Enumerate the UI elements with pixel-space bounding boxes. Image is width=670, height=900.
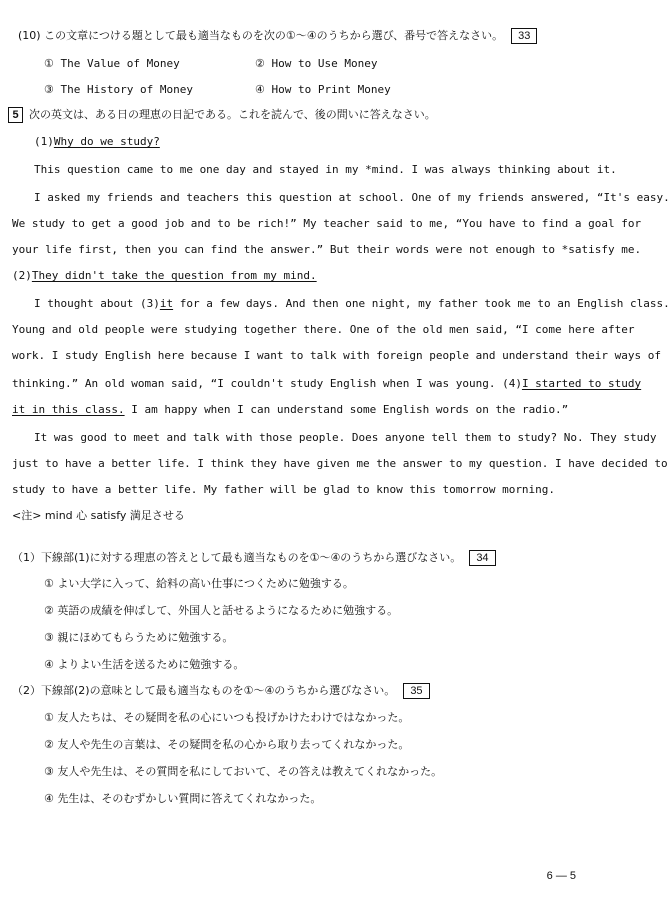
passage-line-13: just to have a better life. I think they have given me the answer to my question. I have decided to [12,457,668,470]
q2-option-4: ④ 先生は、そのむずかしい質問に答えてくれなかった。 [44,792,322,805]
q2-prompt-line [12,683,430,699]
passage-line-12: It was good to meet and talk with those people. Does anyone tell them to study? No. They study [34,431,657,444]
underlined-phrase-2: They didn't take the question from my mind. [31,269,317,282]
underline-label-2: (2) [12,269,32,282]
q2-option-2: ② 友人や先生の言葉は、その疑問を私の心から取り去ってくれなかった。 [44,738,410,751]
section-number-box: 5 [8,107,23,123]
q2-option-1: ① 友人たちは、その疑問を私の心にいつも投げかけたわけではなかった。 [44,711,410,724]
q10-prompt-line [18,28,537,44]
q10-option-4: ④ How to Print Money [255,83,391,96]
q1-prompt-line [12,550,496,566]
passage-line-6 [12,268,317,284]
q1-option-1: ① よい大学に入って、給料の高い仕事につくために勉強する。 [44,577,354,590]
q10-answer-box: 33 [511,28,537,44]
q2-answer-box: 35 [403,683,429,699]
section5-header [8,107,436,123]
passage-line-1 [34,134,160,150]
underlined-phrase-4a: I started to study [521,377,642,390]
passage-line-9: work. I study English here because I want to talk with foreign people and understand their ways of [12,349,662,362]
q1-option-3: ③ 親にほめてもらうために勉強する。 [44,631,234,644]
underlined-phrase-3: it [159,297,174,310]
passage-line-7 [34,296,670,312]
underlined-phrase-4b: it in this class. [12,403,125,416]
page-number: 6 ― 5 [546,870,576,882]
passage-text: thinking.” An old woman said, “I couldn't study English when I was young. (4) [12,377,522,390]
underline-label-1: (1) [34,135,54,148]
passage-text: I thought about (3) [34,297,160,310]
section5-intro: 次の英文は、ある日の理恵の日記である。これを読んで、後の問いに答えなさい。 [29,108,436,121]
q2-option-3: ③ 友人や先生は、その質問を私にしておいて、その答えは教えてくれなかった。 [44,765,443,778]
q1-option-2: ② 英語の成績を伸ばして、外国人と話せるようになるために勉強する。 [44,604,399,617]
passage-line-5: your life first, then you can find the answer.” But their words were not enough to *satisfy me. [12,243,642,256]
q10-option-1: ① The Value of Money [44,57,180,70]
passage-text: for a few days. And then one night, my father took me to an English class. [173,297,670,310]
q10-option-3: ③ The History of Money [44,83,193,96]
underlined-phrase-1: Why do we study? [53,135,160,148]
passage-line-2: This question came to me one day and stayed in my *mind. I was always thinking about it. [34,163,617,176]
q10-option-2: ② How to Use Money [255,57,378,70]
passage-line-3: I asked my friends and teachers this question at school. One of my friends answered, “It's easy. [34,191,670,204]
q10-prompt: (10) この文章につける題として最も適当なものを次の①～④のうちから選び、番号で答えなさい。 [18,29,504,42]
vocabulary-note: <注> mind 心 satisfy 満足させる [12,509,185,522]
passage-line-4: We study to get a good job and to be rich!” My teacher said to me, “You have to find a goal for [12,217,642,230]
passage-text: I am happy when I can understand some English words on the radio.” [124,403,569,416]
passage-line-11 [12,402,568,418]
passage-line-10 [12,376,641,392]
q1-option-4: ④ よりよい生活を送るために勉強する。 [44,658,245,671]
passage-line-14: study to have a better life. My father will be glad to know this tomorrow morning. [12,483,556,496]
passage-line-8: Young and old people were studying together there. One of the old men said, “I come here after [12,323,635,336]
q1-prompt: （1）下線部(1)に対する理恵の答えとして最も適当なものを①～④のうちから選びなさい。 [12,551,462,564]
q1-answer-box: 34 [469,550,495,566]
q2-prompt: （2）下線部(2)の意味として最も適当なものを①～④のうちから選びなさい。 [12,684,396,697]
